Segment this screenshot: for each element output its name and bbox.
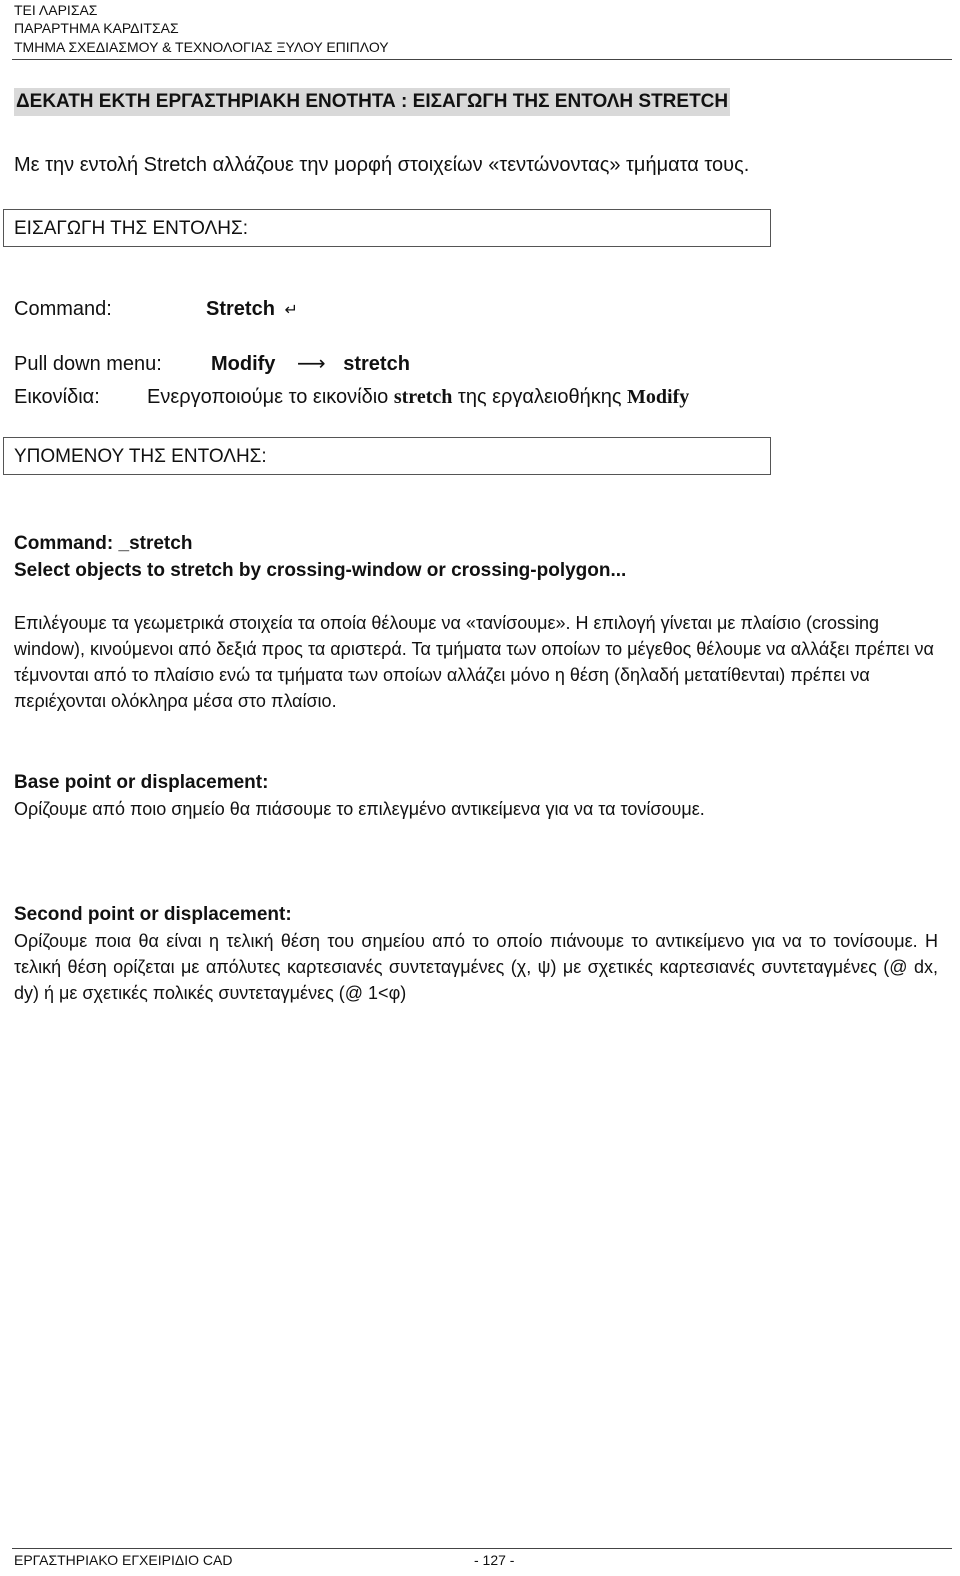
- paragraph-base-point: Ορίζουμε από ποιο σημείο θα πιάσουμε το επιλεγμένο αντικείμενα για να τα τονίσουμε.: [14, 799, 705, 819]
- icons-text-modify: Modify: [627, 386, 690, 408]
- section-heading-introduction: ΕΙΣΑΓΩΓΗ ΤΗΣ ΕΝΤΟΛΗΣ:: [3, 209, 771, 247]
- icons-text-stretch: stretch: [393, 386, 453, 408]
- paragraph-second-point: Ορίζουμε ποια θα είναι η τελική θέση του σημείου από το οποίο πιάνουμε το αντικείμενο για να το τονίσουμε. Η τελική θέση ορίζεται με απόλυτες καρτεσιανές συντεταγμένες (χ, ψ) με σχετικές καρτεσιανές συντεταγμένες (@ dx, dy) ή με σχετικές πολικές συντεταγμένες (@ 1<φ): [14, 931, 938, 1003]
- pulldown-menu-name: Modify: [211, 353, 276, 375]
- pulldown-path: [211, 351, 410, 378]
- header-rule: [12, 59, 952, 60]
- section-heading-submenu: ΥΠΟΜΕΝΟΥ ΤΗΣ ΕΝΤΟΛΗΣ:: [3, 437, 771, 475]
- prompt-select-objects: Select objects to stretch by crossing-window or crossing-polygon...: [14, 560, 627, 581]
- footer-rule: [12, 1548, 952, 1549]
- page-number: - 127 -: [474, 1552, 515, 1568]
- header-department: ΤΜΗΜΑ ΣΧΕΔΙΑΣΜΟΥ & ΤΕΧΝΟΛΟΓΙΑΣ ΞΥΛΟΥ ΕΠΙΠΛΟΥ: [14, 39, 389, 55]
- icons-text-part2: της εργαλειοθήκης: [452, 386, 628, 408]
- prompt-second-point: Second point or displacement:: [14, 904, 292, 925]
- arrow-right-icon: ⟶: [297, 353, 326, 375]
- command-value-text: Stretch: [206, 298, 275, 320]
- prompt-base-point: Base point or displacement:: [14, 772, 269, 793]
- paragraph-selection: Επιλέγουμε τα γεωμετρικά στοιχεία τα οποία θέλουμε να «τανίσουμε». Η επιλογή γίνεται με πλαίσιο (crossing window), κινούμενοι από δεξιά προς τα αριστερά. Τα τμήματα των οποίων το μέγεθος θέλουμε να αλλάξει πρέπει να τέμνονται από το πλαίσιο ενώ τα τμήματα των οποίων αλλάζει μόνο η θέση (δηλαδή μετατίθενται) πρέπει να περιέχονται ολόκληρα μέσα στο πλαίσιο.: [14, 613, 934, 711]
- prompt-command-stretch: Command: _stretch: [14, 533, 193, 554]
- command-value: [206, 296, 298, 324]
- header-institution: ΤΕΙ ΛΑΡΙΣΑΣ: [14, 2, 98, 18]
- pulldown-item-name: stretch: [343, 353, 410, 375]
- icons-label: Εικονίδια:: [14, 386, 100, 408]
- intro-text: Με την εντολή Stretch αλλάζουε την μορφή στοιχείων «τεντώνοντας» τμήματα τους.: [14, 154, 750, 176]
- icons-text-part1: Ενεργοποιούμε το εικονίδιο: [147, 386, 394, 408]
- footer-title: ΕΡΓΑΣΤΗΡΙΑΚΟ ΕΓΧΕΙΡΙΔΙΟ CAD: [14, 1552, 233, 1568]
- enter-icon: ↵: [284, 302, 298, 319]
- header-branch: ΠΑΡΑΡΤΗΜΑ ΚΑΡΔΙΤΣΑΣ: [14, 20, 179, 36]
- icons-description: [147, 384, 689, 411]
- page-title: ΔΕΚΑΤΗ ΕΚΤΗ ΕΡΓΑΣΤΗΡΙΑΚΗ ΕΝΟΤΗΤΑ : ΕΙΣΑΓΩΓΗ ΤΗΣ ΕΝΤΟΛΗ STRETCH: [14, 88, 730, 116]
- command-label: Command:: [14, 298, 112, 320]
- pulldown-label: Pull down menu:: [14, 353, 162, 375]
